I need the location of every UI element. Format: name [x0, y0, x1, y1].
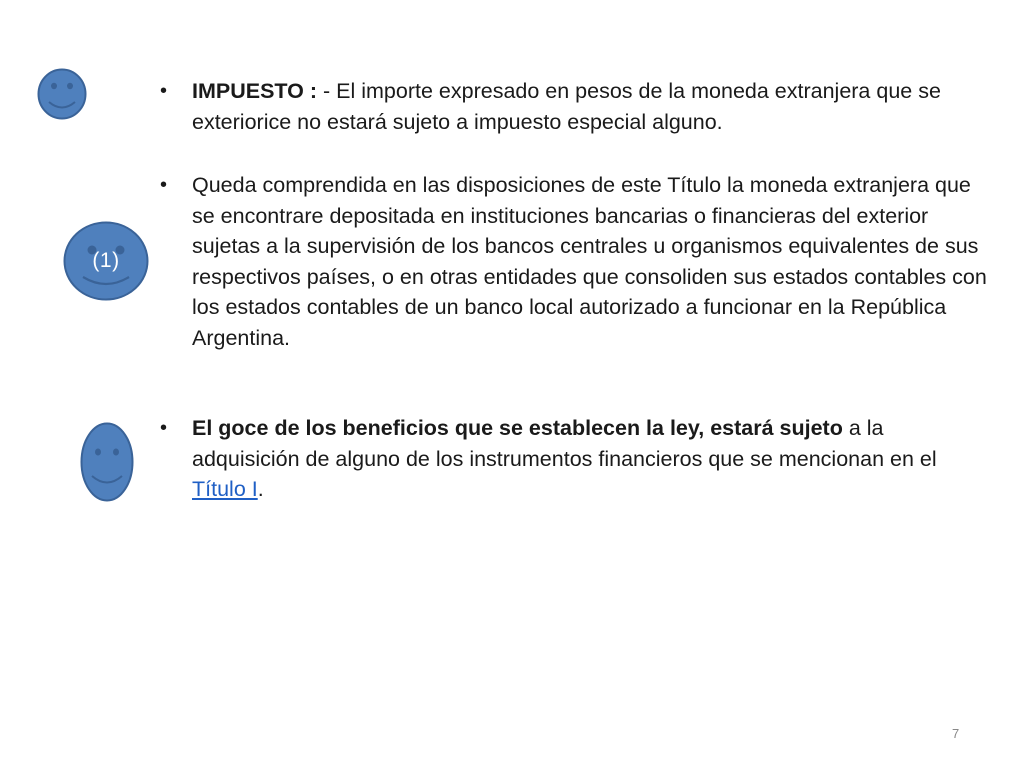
smiley-face-icon — [37, 68, 87, 120]
bullet-body-text: a la adquisición de alguno de los instrumentos financieros que se mencionan en el — [192, 416, 937, 471]
titulo-i-link[interactable]: Título I — [192, 477, 258, 501]
bullet-body-text: Queda comprendida en las disposiciones de este Título la moneda extranjera que se encontrare depositada en instituciones bancarias o financieras del exterior sujetas a la supervisión de los bancos centrales u organismos equivalentes de sus respectivos países, o en otras entidades que consoliden sus estados contables con los estados contables de un banco local autorizado a funcionar en la República Argentina. — [192, 173, 987, 350]
smiley-face-icon — [80, 422, 134, 502]
page-number: 7 — [952, 726, 960, 741]
bullet-marker: • — [160, 174, 168, 196]
footnote-marker: (1) — [92, 249, 120, 272]
bullet-marker: • — [160, 80, 168, 102]
bullet-body-text: - El importe expresado en pesos de la moneda extranjera que se exteriorice no estará sujeto a impuesto especial alguno. — [192, 79, 941, 134]
smiley-face-icon-numbered — [63, 221, 149, 301]
bullet-bold-text: El goce de los beneficios que se establecen la ley, estará sujeto — [192, 416, 843, 440]
bullet-impuesto — [160, 76, 990, 137]
bullet-bold-text: IMPUESTO : — [192, 79, 318, 103]
bullet-moneda-extranjera — [160, 170, 990, 353]
bullet-text — [192, 76, 990, 137]
bullet-marker: • — [160, 417, 168, 439]
bullet-goce-beneficios — [160, 413, 990, 505]
bullet-text — [192, 413, 990, 505]
bullet-end-text: . — [257, 477, 264, 501]
